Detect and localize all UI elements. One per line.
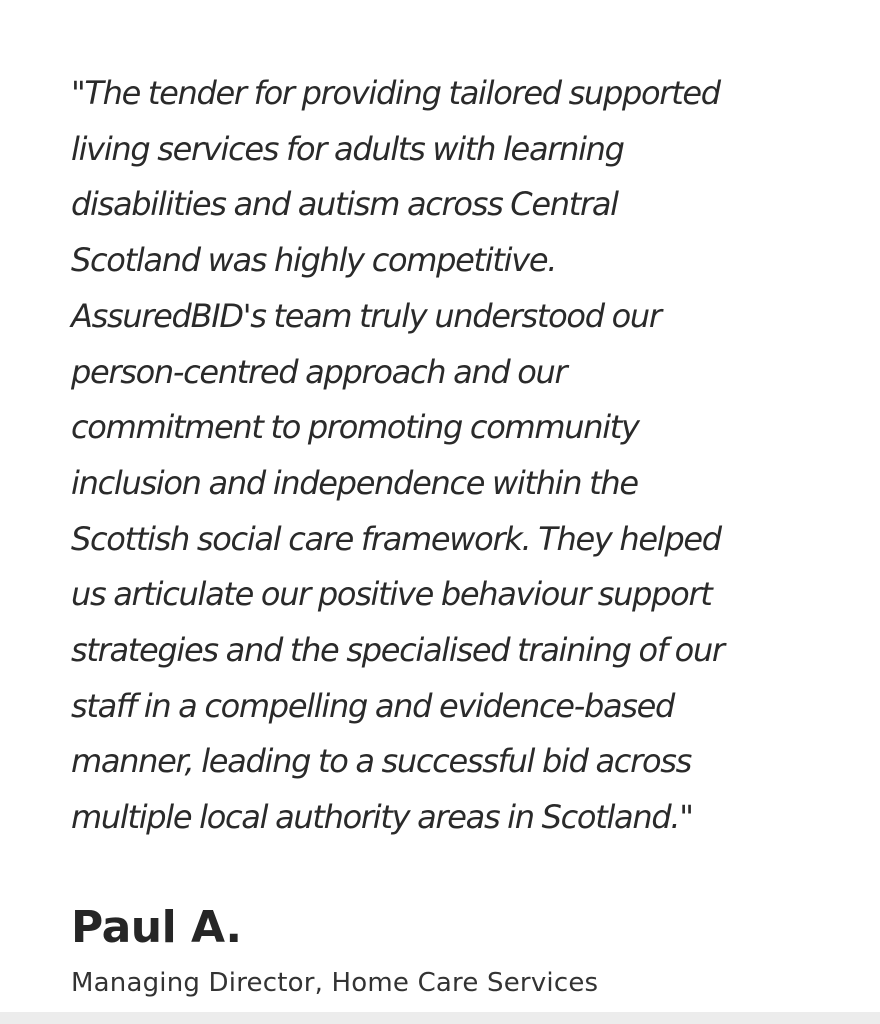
testimonial-quote — [71, 66, 808, 846]
quote-line: disabilities and autism across Central — [71, 185, 618, 224]
quote-line: manner, leading to a successful bid across — [71, 742, 691, 781]
quote-line: strategies and the specialised training of our — [71, 631, 724, 670]
quote-line: Scotland was highly competitive. — [71, 241, 557, 280]
quote-line: "The tender for providing tailored supported — [71, 74, 720, 112]
quote-line: commitment to promoting community — [71, 408, 639, 447]
quote-line: staff in a compelling and evidence-based — [71, 686, 675, 725]
quote-line: Scottish social care framework. They helped — [71, 519, 721, 558]
quote-line: person-centred approach and our — [71, 352, 567, 391]
quote-line: us articulate our positive behaviour support — [71, 575, 712, 614]
quote-line: inclusion and independence within the — [71, 463, 638, 502]
quote-line: living services for adults with learning — [71, 129, 624, 168]
quote-line: multiple local authority areas in Scotland." — [71, 798, 693, 837]
quote-line: AssuredBID's team truly understood our — [71, 296, 661, 335]
author-name: Paul A. — [71, 901, 242, 953]
author-role: Managing Director, Home Care Services — [71, 967, 599, 998]
